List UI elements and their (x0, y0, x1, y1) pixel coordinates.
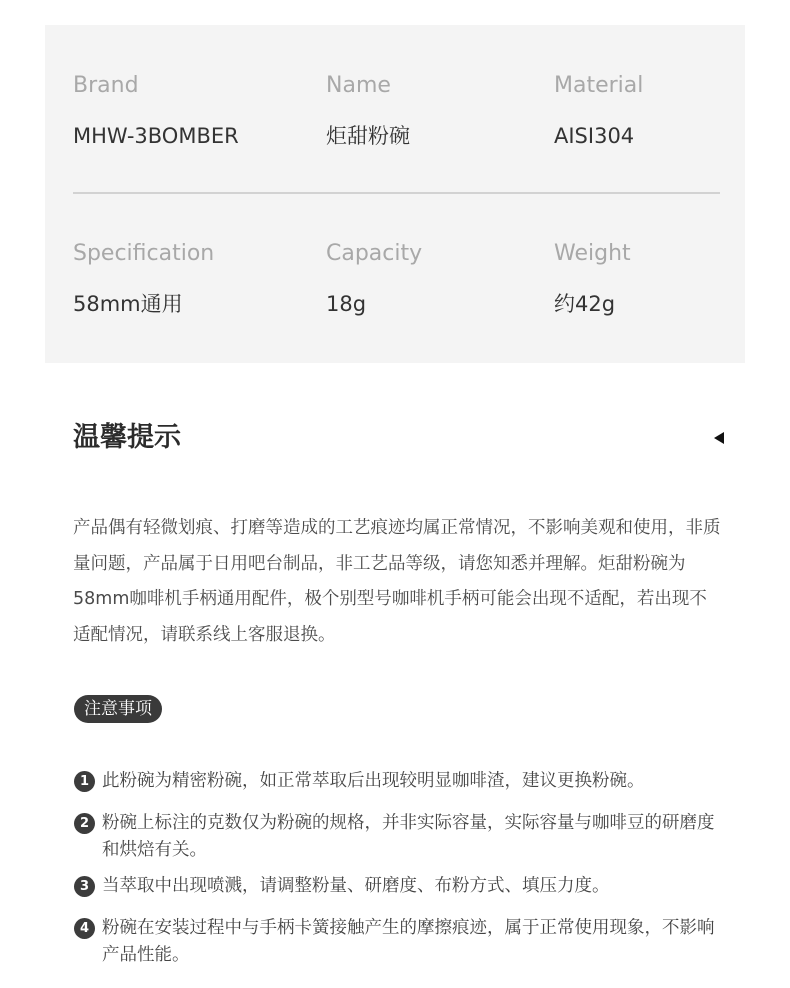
spec-value: MHW-3BOMBER (73, 124, 239, 148)
notice-item-text: 粉碗在安装过程中与手柄卡簧接触产生的摩擦痕迹，属于正常使用现象，不影响产品性能。 (102, 918, 715, 965)
spec-label: Capacity (326, 241, 423, 266)
spec-specification (73, 239, 214, 319)
spec-value: 炬甜粉碗 (326, 124, 410, 148)
notice-item (74, 810, 724, 864)
spec-label: Specification (73, 241, 215, 266)
spec-capacity (326, 239, 422, 319)
spec-label: Brand (73, 73, 139, 98)
notice-item (74, 873, 724, 900)
tips-title: 温馨提示 (73, 422, 181, 453)
notice-item-text: 当萃取中出现喷溅，请调整粉量、研磨度、布粉方式、填压力度。 (102, 876, 610, 896)
spec-divider (73, 192, 720, 194)
spec-label: Weight (554, 241, 631, 266)
spec-material (554, 71, 643, 151)
tips-body: 产品偶有轻微划痕、打磨等造成的工艺痕迹均属正常情况，不影响美观和使用，非质量问题，产品属于日用吧台制品，非工艺品等级，请您知悉并理解。炬甜粉碗为58mm咖啡机手柄通用配件，极个别型号咖啡机手柄可能会出现不适配，若出现不适配情况，请联系线上客服退换。 (73, 518, 721, 645)
spec-name (326, 71, 410, 151)
notice-title-badge: 注意事项 (74, 695, 162, 723)
notice-item (74, 768, 724, 795)
spec-value: 18g (326, 292, 367, 316)
spec-value: AISI304 (554, 124, 635, 148)
spec-weight (554, 239, 631, 319)
notice-item (74, 915, 724, 969)
notice-item-text: 此粉碗为精密粉碗，如正常萃取后出现较明显咖啡渣，建议更换粉碗。 (102, 771, 645, 791)
number-4-icon: 4 (74, 918, 95, 939)
spec-value: 约42g (554, 292, 616, 316)
spec-label: Material (554, 73, 644, 98)
number-2-icon: 2 (74, 813, 95, 834)
number-3-icon: 3 (74, 876, 95, 897)
left-triangle-icon (714, 432, 724, 444)
spec-value: 58mm通用 (73, 292, 183, 316)
notice-item-text: 粉碗上标注的克数仅为粉碗的规格，并非实际容量，实际容量与咖啡豆的研磨度和烘焙有关。 (102, 813, 715, 860)
spec-brand (73, 71, 239, 151)
number-1-icon: 1 (74, 771, 95, 792)
spec-card (45, 25, 745, 363)
spec-label: Name (326, 73, 391, 98)
